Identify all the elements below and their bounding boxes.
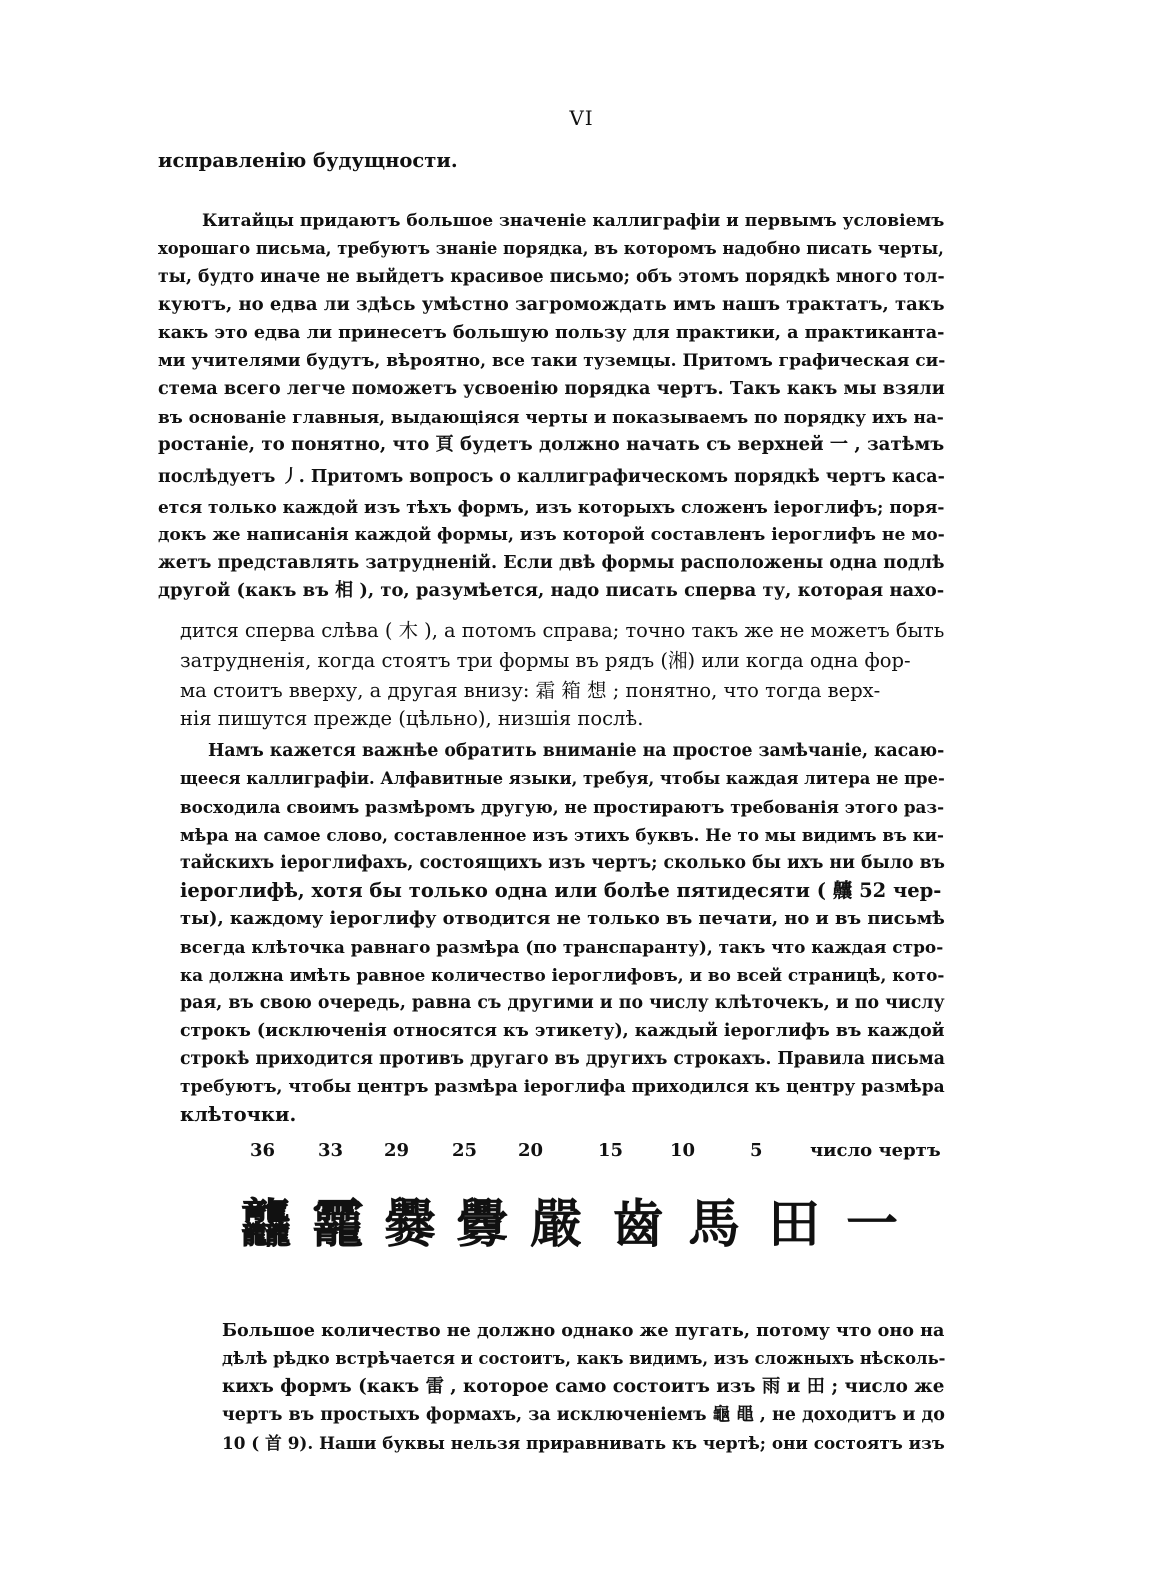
text-line: какъ это едва ли принесетъ большую пользу для практики, а практиканта- <box>158 322 945 343</box>
text-line: щееся каллиграфіи. Алфавитные языки, требуя, чтобы каждая литера не пре- <box>180 769 945 788</box>
stroke-count: 29 <box>384 1140 410 1161</box>
text-line: жетъ представлять затрудненій. Если двѣ формы расположены одна подлѣ <box>158 552 945 573</box>
text-line: ми учителями будутъ, вѣроятно, все таки туземцы. Притомъ графическая си- <box>158 351 946 371</box>
sample-glyph: 齒 <box>612 1195 665 1255</box>
stroke-count: 36 <box>250 1140 276 1161</box>
sample-glyph: 田 <box>768 1195 821 1255</box>
sample-glyph: 釁 <box>456 1195 509 1255</box>
text-line: куютъ, но едва ли здѣсь умѣстно загромождать имъ нашъ трактатъ, такъ <box>158 294 945 315</box>
text-line: 10 ( 首 9). Наши буквы нельзя приравнивать къ чертѣ; они состоятъ изъ <box>222 1433 945 1453</box>
text-line: въ основаніе главныя, выдающіяся черты и показываемъ по порядку ихъ на- <box>158 407 944 427</box>
text-line: чертъ въ простыхъ формахъ, за исключеніемъ 龜 黽 , не доходитъ и до <box>222 1405 945 1425</box>
text-line: всегда клѣточка равнаго размѣра (по транспаранту), такъ что каждая стро- <box>180 937 944 957</box>
text-line: ты), каждому іероглифу отводится не только въ печати, но и въ письмѣ <box>180 908 945 929</box>
text-line: іероглифѣ, хотя бы только одна или болѣе пятидесяти ( 齉 52 чер- <box>180 879 942 902</box>
text-line: ка должна имѣть равное количество іероглифовъ, и во всей страницѣ, кото- <box>180 965 945 985</box>
text-line: дѣлѣ рѣдко встрѣчается и состоитъ, какъ видимъ, изъ сложныхъ нѣсколь- <box>222 1349 946 1368</box>
text-line: стема всего легче поможетъ усвоенію порядка чертъ. Такъ какъ мы взяли <box>158 378 945 399</box>
sample-glyph: 爨 <box>384 1195 437 1255</box>
text-line: строкѣ приходится противъ другаго въ другихъ строкахъ. Правила письма <box>180 1049 945 1069</box>
text-line: Большое количество не должно однако же пугать, потому что оно на <box>222 1320 945 1341</box>
sample-glyph-row <box>240 1195 899 1265</box>
stroke-count: 5 <box>750 1140 763 1161</box>
text-line: ется только каждой изъ тѣхъ формъ, изъ которыхъ сложенъ іероглифъ; поря- <box>158 497 945 517</box>
text-line: послѣдуетъ 丿. Притомъ вопросъ о каллиграфическомъ порядкѣ чертъ каса- <box>158 467 945 487</box>
text-line: докъ же написанія каждой формы, изъ которой составленъ іероглифъ не мо- <box>158 525 945 545</box>
text-line: затрудненія, когда стоятъ три формы въ рядъ (湘) или когда одна фор- <box>180 649 911 672</box>
text-line: нія пишутся прежде (цѣльно), низшія послѣ. <box>180 707 644 730</box>
sample-glyph: 龗 <box>312 1195 365 1255</box>
text-line: другой (какъ въ 相 ), то, разумѣется, надо писать сперва ту, которая нахо- <box>158 580 945 601</box>
text-line: дится сперва слѣва ( 木 ), а потомъ справа; точно такъ же не можетъ быть <box>180 619 945 642</box>
text-line: исправленію будущности. <box>158 149 458 172</box>
text-line: мѣра на самое слово, составленное изъ этихъ буквъ. Не то мы видимъ въ ки- <box>180 825 944 845</box>
text-line: кихъ формъ (какъ 雷 , которое само состоитъ изъ 雨 и 田 ; число же <box>222 1376 945 1397</box>
text-line: требуютъ, чтобы центръ размѣра іероглифа приходился къ центру размѣра <box>180 1077 945 1097</box>
page-number: VI <box>569 106 594 130</box>
text-line: тайскихъ іероглифахъ, состоящихъ изъ чертъ; сколько бы ихъ ни было въ <box>180 853 945 873</box>
text-line: хорошаго письма, требуютъ знаніе порядка, въ которомъ надобно писать черты, <box>158 239 944 258</box>
stroke-count: 33 <box>318 1140 344 1161</box>
stroke-count-label: число чертъ <box>810 1140 941 1161</box>
text-line: ростаніе, то понятно, что 頁 будетъ должно начать съ верхней 一 , затѣмъ <box>158 434 945 455</box>
text-line: рая, въ свою очередь, равна съ другими и по числу клѣточекъ, и по числу <box>180 993 945 1013</box>
stroke-count: 20 <box>518 1140 544 1161</box>
text-line: клѣточки. <box>180 1103 297 1126</box>
text-line: восходила своимъ размѣромъ другую, не простираютъ требованія этого раз- <box>180 797 945 817</box>
text-line: ты, будто иначе не выйдетъ красивое письмо; объ этомъ порядкѣ много тол- <box>158 267 945 287</box>
text-line: Намъ кажется важнѣе обратить вниманіе на простое замѣчаніе, касаю- <box>208 741 945 761</box>
sample-glyph: 馬 <box>688 1195 741 1255</box>
text-line: Китайцы придаютъ большое значеніе каллиграфіи и первымъ условіемъ <box>202 211 945 231</box>
text-line: строкъ (исключенія относятся къ этикету), каждый іероглифъ въ каждой <box>180 1021 945 1041</box>
text-line: ма стоитъ вверху, а другая внизу: 霜 箱 想 ; понятно, что тогда верх- <box>180 679 881 702</box>
stroke-count: 25 <box>452 1140 478 1161</box>
sample-glyph: 龘 <box>240 1195 293 1255</box>
stroke-count-row <box>250 1140 950 1166</box>
stroke-count: 10 <box>670 1140 696 1161</box>
sample-glyph: 嚴 <box>530 1195 583 1255</box>
stroke-count: 15 <box>598 1140 624 1161</box>
sample-glyph: 一 <box>846 1195 899 1255</box>
